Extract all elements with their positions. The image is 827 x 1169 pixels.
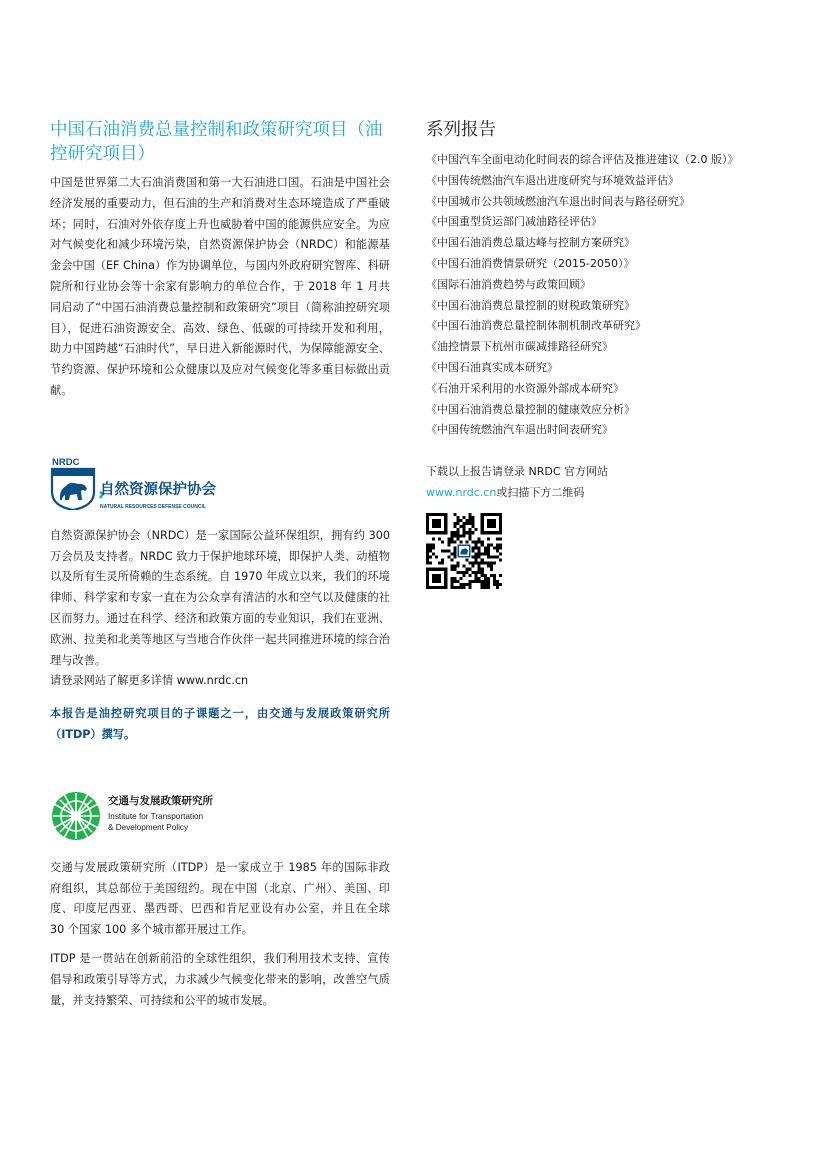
project-description: 中国是世界第二大石油消费国和第一大石油进口国。石油是中国社会经济发展的重要动力，但石油的生产和消费对生态环境造成了严重破坏；同时，石油对外依存度上升也威胁着中国的能源供应安全。为应对气候变化和减少环境污染，自然资源保护协会（NRDC）和能源基金会中国（EF China）作为协调单位，与国内外政府研究智库、科研院所和行业协会等十余家有影响力的单位合作，于 2018 年 1 月共同启动了“中国石油消费总量控制和政策研究”项目（简称油控研究项目），促进石油资源安全、高效、绿色、低碳的可持续开发和利用，助力中国跨越“石油时代”，早日进入新能源时代，为保障能源安全、节约资源、保护环境和公众健康以及应对气候变化等多重目标做出贡献。 [50,176,390,397]
project-title: 中国石油消费总量控制和政策研究项目（油控研究项目） [50,120,383,164]
report-item[interactable]: 《中国石油真实成本研究》 [426,360,558,374]
report-item[interactable]: 《中国重型货运部门减油路径评估》 [426,215,602,229]
itdp-logo-en-line1: Institute for Transportation [108,811,204,821]
download-text: 下载以上报告请登录 NRDC 官方网站 [426,465,609,479]
report-item[interactable]: 《中国传统燃油汽车退出进度研究与环境效益评估》 [426,173,679,187]
report-item[interactable]: 《中国汽车全面电动化时间表的综合评估及推进建议（2.0 版）》 [426,153,739,166]
right-column [426,118,806,589]
report-item[interactable]: 《中国石油消费总量控制的财税政策研究》 [426,298,635,312]
download-suffix: 或扫描下方二维码 [496,486,585,500]
nrdc-website-link[interactable]: 请登录网站了解更多详情 www.nrdc.cn [50,674,249,688]
qr-code-icon [426,513,502,589]
itdp-description-2: ITDP 是一贯站在创新前沿的全球性组织，我们利用技术支持、宣传倡导和政策引导等方式，力求减少气候变化带来的影响，改善空气质量，并支持繁荣、可持续和公平的城市发展。 [50,951,390,1007]
nrdc-logo-graphic [50,456,250,510]
itdp-logo-en-line2: & Development Policy [108,822,189,832]
report-item[interactable]: 《中国城市公共领域燃油汽车退出时间表与路径研究》 [426,194,690,208]
left-column [50,118,390,1011]
nrdc-logo-en: NATURAL RESOURCES DEFENSE COUNCIL [100,503,206,510]
report-item[interactable]: 《中国石油消费总量达峰与控制方案研究》 [426,236,635,250]
report-list [426,150,806,441]
report-item[interactable]: 《中国石油消费情景研究（2015-2050）》 [426,256,635,270]
qr-code[interactable] [426,513,502,589]
download-link[interactable]: www.nrdc.cn [426,486,497,500]
itdp-logo-graphic [50,790,250,842]
report-item[interactable]: 《油控情景下杭州市碳减排路径研究》 [426,340,613,354]
itdp-logo-cn: 交通与发展政策研究所 [108,794,213,807]
subtopic-note: 本报告是油控研究项目的子课题之一，由交通与发展政策研究所（ITDP）撰写。 [50,707,390,741]
itdp-logo [50,790,390,842]
nrdc-logo [50,456,390,510]
download-line [426,482,806,503]
report-item[interactable]: 《国际石油消费趋势与政策回顾》 [426,277,591,291]
download-info [426,461,806,503]
nrdc-logo-abbr: NRDC [52,456,80,468]
itdp-description-1: 交通与发展政策研究所（ITDP）是一家成立于 1985 年的国际非政府组织，其总部位于美国纽约。现在中国（北京、广州）、美国、印度、印度尼西亚、墨西哥、巴西和肯尼亚设有办公室，并且在全球 30 个国家 100 多个城市都开展过工作。 [50,860,390,937]
report-item[interactable]: 《中国传统燃油汽车退出时间表研究》 [426,423,613,437]
report-item[interactable]: 《中国石油消费总量控制的健康效应分析》 [426,402,635,416]
nrdc-logo-cn: 自然资源保护协会 [100,481,216,498]
report-item[interactable]: 《石油开采利用的水资源外部成本研究》 [426,381,624,395]
nrdc-description: 自然资源保护协会（NRDC）是一家国际公益环保组织，拥有约 300 万会员及支持者。NRDC 致力于保护地球环境，即保护人类、动植物以及所有生灵所倚赖的生态系统。自 1970 年成立以来，我们的环境律师、科学家和专家一直在为公众享有清洁的水和空气以及健康的社区而努力。通过在科学、经济和政策方面的专业知识，我们在亚洲、欧洲、拉美和北美等地区与当地合作伙伴一起共同推进环境的综合治理与改善。 [50,528,390,667]
report-item[interactable]: 《中国石油消费总量控制体制机制改革研究》 [426,319,646,333]
series-title: 系列报告 [426,120,496,140]
